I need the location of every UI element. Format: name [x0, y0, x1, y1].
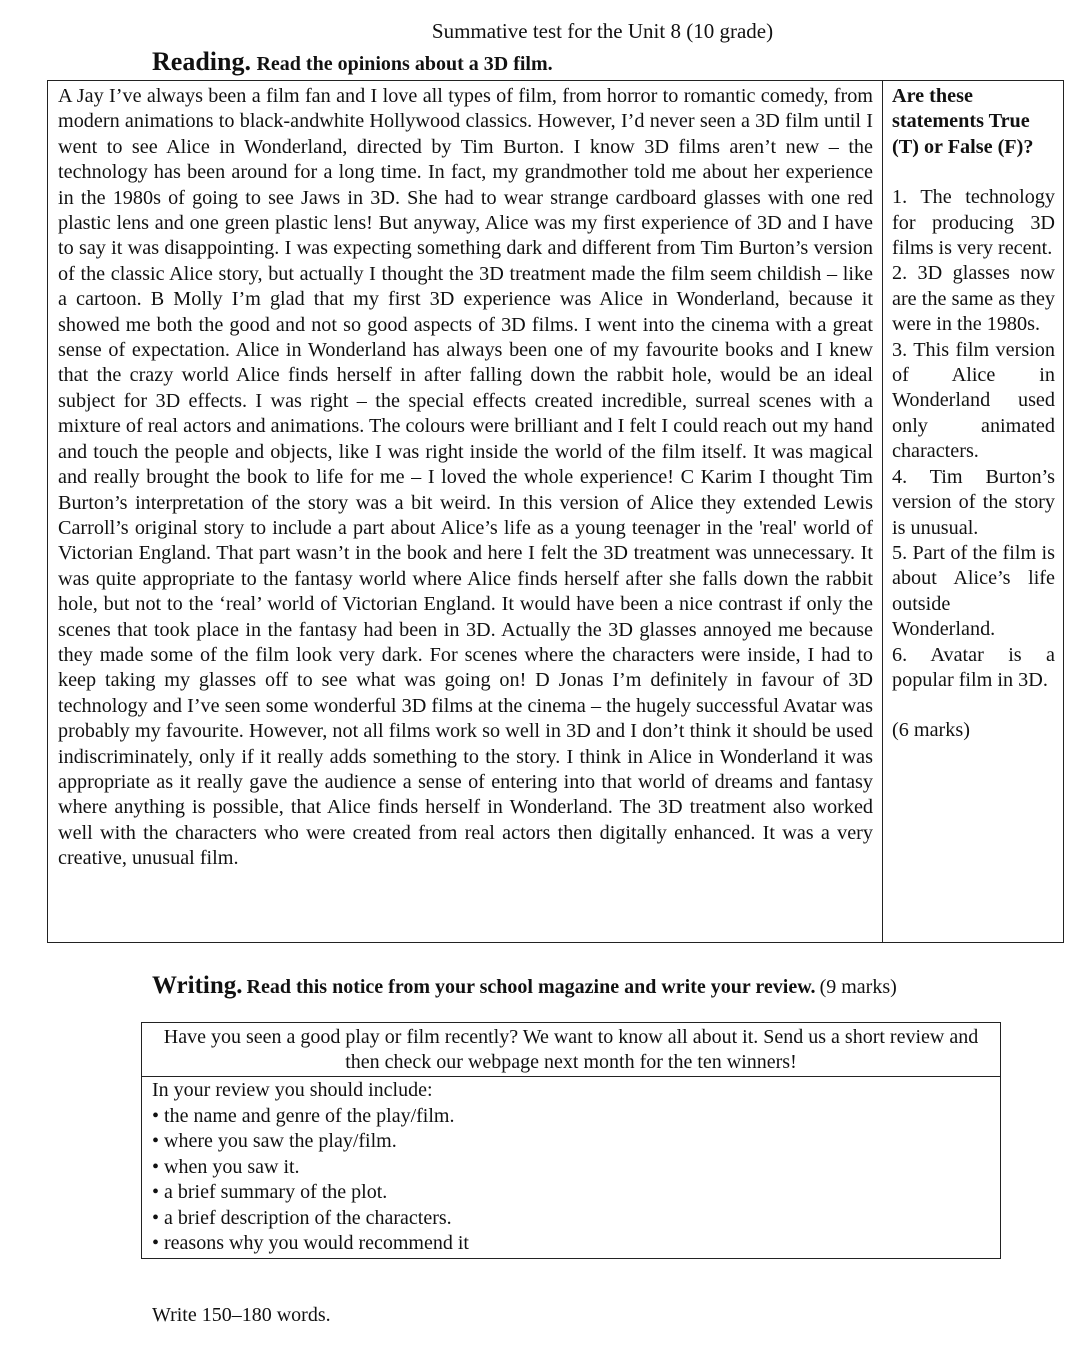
list-item: • reasons why you would recommend it [152, 1231, 990, 1257]
word-count-instruction: Write 150–180 words. [152, 1304, 331, 1326]
question-1: 1. The technology for producing 3D films is very recent. [892, 186, 1055, 260]
list-item: • the name and genre of the play/film. [152, 1104, 990, 1130]
magazine-notice: Have you seen a good play or film recently? We want to know all about it. Send us a short review and then check our webpage next month for the ten winners! [142, 1023, 1000, 1077]
writing-marks: (9 marks) [819, 976, 897, 998]
reading-heading [152, 47, 553, 79]
notice-box [141, 1022, 1001, 1259]
list-item: • a brief description of the characters. [152, 1206, 990, 1232]
reading-label: Reading. [152, 47, 251, 76]
question-4: 4. Tim Burton’s version of the story is unusual. [892, 465, 1055, 539]
requirements-list [152, 1104, 990, 1257]
question-3: 3. This film version of Alice in Wonderland used only animated characters. [892, 338, 1055, 463]
page-title: Summative test for the Unit 8 (10 grade) [431, 19, 774, 43]
list-item: • a brief summary of the plot. [152, 1180, 990, 1206]
questions-column [883, 81, 1063, 942]
reading-table [47, 80, 1064, 943]
reading-instruction: Read the opinions about a 3D film. [256, 53, 553, 75]
writing-heading [152, 971, 897, 1004]
writing-label: Writing. [152, 972, 243, 999]
list-item: • when you saw it. [152, 1155, 990, 1181]
reading-marks: (6 marks) [892, 719, 970, 742]
review-requirements [142, 1077, 1000, 1258]
list-item: • where you saw the play/film. [152, 1129, 990, 1155]
question-5: 5. Part of the film is about Alice’s life outside Wonderland. [892, 541, 1055, 641]
include-intro: In your review you should include: [152, 1079, 433, 1101]
questions-header: Are these statements True (T) or False (F)? [892, 85, 1034, 158]
reading-passage: A Jay I’ve always been a film fan and I love all types of film, from horror to romantic comedy, from modern animations to black-andwhite Hollywood classics. However, I’d never seen a 3D film until I went to see Alice in Wonderland, directed by Tim Burton. I know 3D films aren’t new – the technology has been around for a long time. In fact, my grandmother told me about her experience in the 1980s of going to see Jaws in 3D. She had to wear strange cardboard glasses with one red plastic lens and one green plastic lens! But anyway, Alice was my first experience of 3D and I have to say it was disappointing. I was expecting something dark and different from Tim Burton’s version of the classic Alice story, but actually I thought the 3D treatment made the film seem childish – like a cartoon. B Molly I’m glad that my first 3D experience was Alice in Wonderland, because it showed me both the good and not so good aspects of 3D films. I went into the cinema with a great sense of expectation. Alice in Wonderland has always been one of my favourite books and I knew that the crazy world Alice finds herself in after falling down the rabbit hole, would be an ideal subject for 3D effects. I was right – the special effects created incredible, surreal scenes with a mixture of real actors and animations. The colours were brilliant and I felt I could reach out my hand and touch the people and objects, like I was right inside the world of the film itself. It was magical and really brought the book to life for me – I loved the whole experience! C Karim I thought Tim Burton’s interpretation of the story was a bit weird. In this version of Alice they extended Lewis Carroll’s original story to include a part about Alice’s life as a young teenager in the 'real' world of Victorian England. That part wasn’t in the book and here I felt the 3D treatment was unnecessary. It was quite appropriate to the fantasy world where Alice finds herself after she falls down the rabbit hole, but not to the ‘real’ world of Victorian England. It would have been a nice contrast if only the scenes that took place in the fantasy had been in 3D. Actually the 3D glasses annoyed me because they made some of the film look very dark. For scenes where the characters were inside, I had to keep taking my glasses off to see what was going on! D Jonas I’m definitely in favour of 3D technology and I’ve seen some wonderful 3D films at the cinema – the hugely successful Avatar was probably my favourite. However, not all films work so well in 3D and I don’t think it should be used indiscriminately, only if it really adds something to the story. I think in Alice in Wonderland it was appropriate as it really gave the audience a sense of entering into that world of dreams and fantasy where anything is possible, that Alice finds herself in Wonderland. The 3D treatment also worked well with the characters who were created from real actors then digitally enhanced. It was a very creative, unusual film. [48, 81, 883, 942]
writing-instruction: Read this notice from your school magazine and write your review. [246, 976, 816, 998]
question-6: 6. Avatar is a popular film in 3D. [892, 643, 1055, 691]
question-2: 2. 3D glasses now are the same as they were in the 1980s. [892, 262, 1055, 336]
